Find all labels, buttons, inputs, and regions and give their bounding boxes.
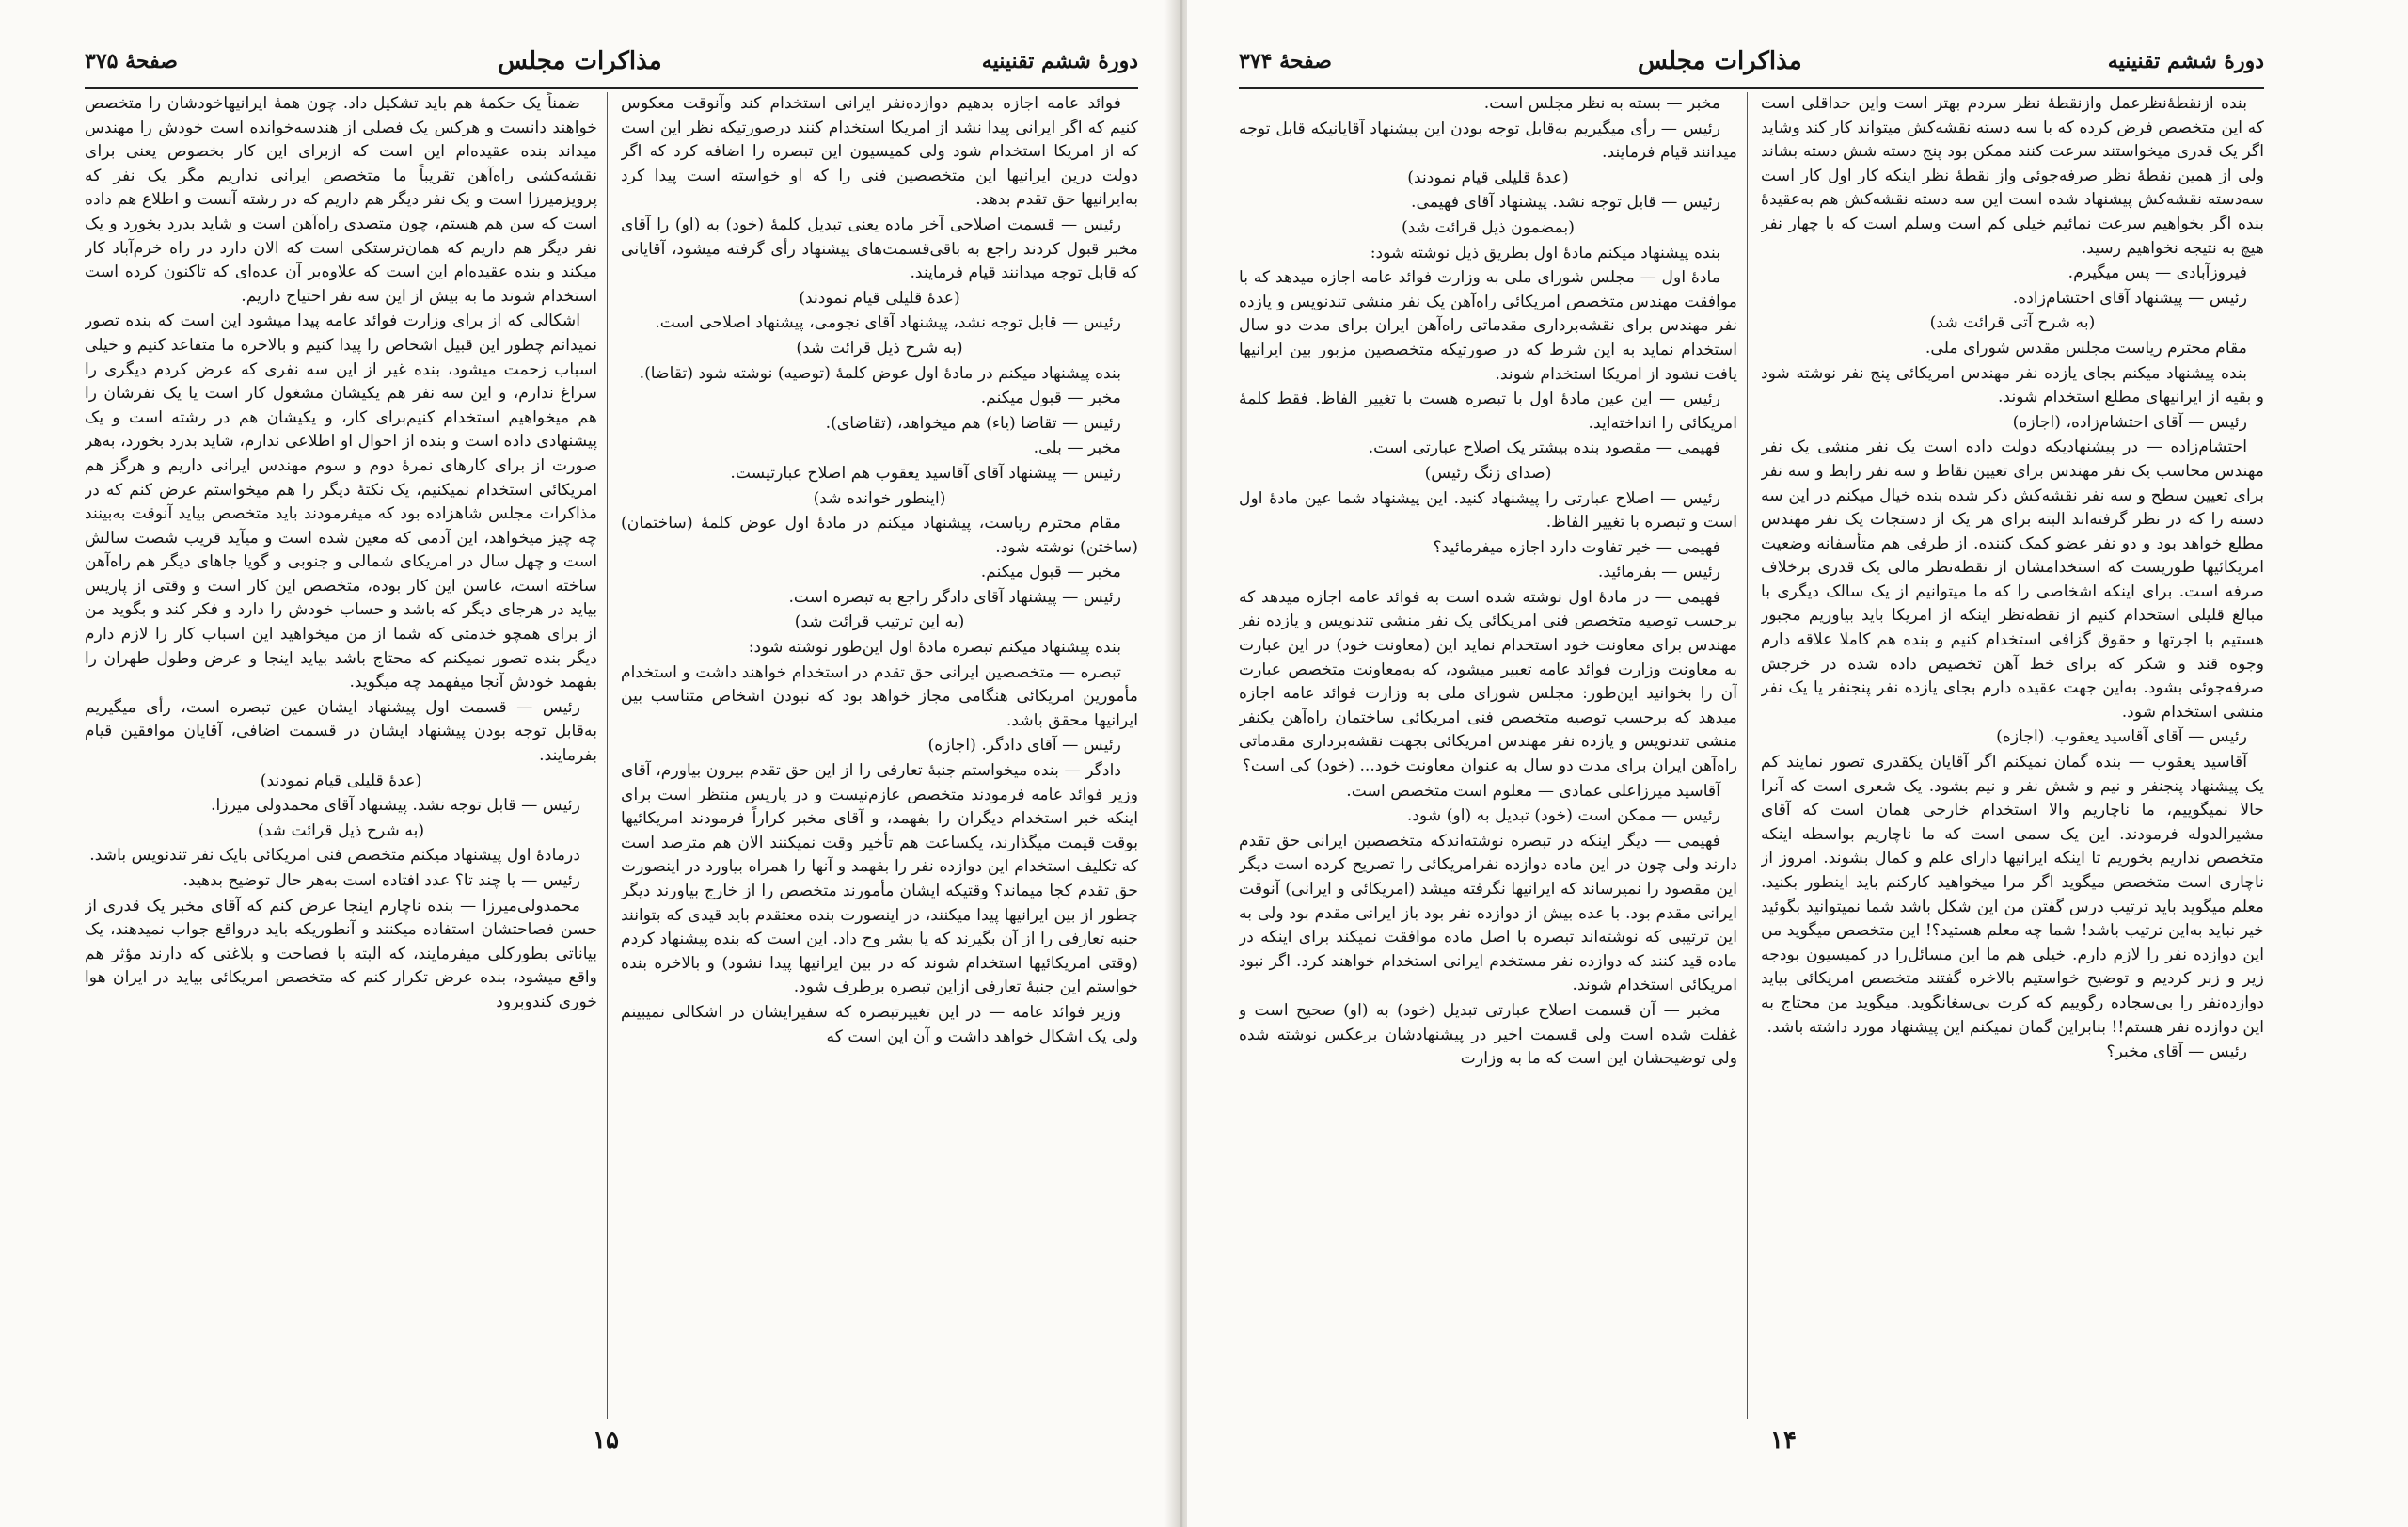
header-rule xyxy=(85,87,1138,89)
paragraph: مخبر — بسته به نظر مجلس است. xyxy=(1483,94,1720,113)
paragraph: فهیمی — مقصود بنده بیشتر یک اصلاح عبارتی است. xyxy=(1368,438,1720,458)
right-page xyxy=(1187,0,2408,1527)
paragraph: رئیس — آقای آقاسید یعقوب. (اجازه) xyxy=(1996,727,2247,747)
paragraph: مخبر — آن قسمت اصلاح عبارتی تبدیل (خود) به (او) صحیح است و غفلت شده است ولی قسمت اخیر در پیشنهادشان برعکس نوشته شده ولی توضیحشان این است که ما به وزارت xyxy=(1239,1000,1737,1069)
paragraph: (بمضمون ذیل قرائت شد) xyxy=(1402,217,1575,237)
header-rule xyxy=(1239,87,2264,89)
paragraph: محمدولی‌میرزا — بنده ناچارم اینجا عرض کنم که آقای مخبر یک قدری از حسن فصاحتشان استفاده میکنند و آنطوریکه باید درواقع جواب نمیدهند، یک بیاناتی بطورکلی میفرمایند، که البته با فصاحت و بلاغتی که دارند مؤثر هم واقع میشود، بنده عرض تکرار کنم که متخصص امریکائی بیاید در ایران هوا خوری کندوبرود xyxy=(85,896,597,1011)
paragraph: دادگر — بنده میخواستم جنبهٔ تعارفی را از این حق تقدم بیرون بیاورم، آقای وزیر فوائد عامه فرمودند متخصص عازم‌نیست و در پاریس منتظر است برای اینکه خبر استخدام دیگران را بفهمد، و آقای مخبر کراراً فرمودند امریکائیها بوقت قیمت میگذارند، یکساعت هم تأخیر وقت نمیکنند الان هم مترصد است که تکلیف استخدام این دوازده نفر را بفهمد و آنها را همراه بیاورد در اینصورت حق تقدم کجا میماند؟ وقتیکه ایشان مأمورند متخصص را از خارج بیاورند دیگر چطور از بین ایرانیها پیدا میکنند، در اینصورت بنده معتقدم باید قیدی که بتوانند جنبه تعارفی را از آن بگیرند که یا بشر وح داد. این است که بنده پیشنهاد کردم (وقتی امریکائیها استخدام شوند که در بین ایرانیها پیدا نشود) و بالاخره بنده خواستم این جنبهٔ تعارفی ازاین تبصره برطرف شود. xyxy=(621,761,1138,997)
paragraph: (عدهٔ قلیلی قیام نمودند) xyxy=(260,771,422,790)
paragraph: رئیس — پیشنهاد آقای آقاسید یعقوب هم اصلاح عبارتیست. xyxy=(730,463,1121,483)
column-divider xyxy=(1747,92,1748,1419)
paragraph: (به این ترتیب قرائت شد) xyxy=(794,612,965,632)
right-page-left-column xyxy=(1239,92,1737,1419)
paragraph: (عدهٔ قلیلی قیام نمودند) xyxy=(799,288,960,308)
paragraph: (به شرح ذیل قرائت شد) xyxy=(257,820,425,840)
page-label: صفحهٔ ۳۷۵ xyxy=(85,49,178,73)
paragraph: (به شرح آتی قرائت شد) xyxy=(1929,313,2096,333)
paragraph: احتشام‌زاده — در پیشنهادیکه دولت داده است یک نفر منشی یک نفر مهندس محاسب یک نفر مهندس برای تعیین نقاط و سه نفر رابط و سه نفر برای تعیین سطح و سه نفر نقشه‌کش ذکر شده بنده خیال میکنم در این سه دسته را که در نظر گرفته‌اند البته برای هر یک از دستجات یک نفر مهندس مطلع خواهد بود و دو نفر عضو کمک کننده. از طرفی هم متأسفانه وضعیت امریکائیها طوریست که استخدامشان از نقطه‌نظر مالی یک قدری برخلاف صرفه است. برای اینکه اشخاصی را که ما میتوانیم از یک سالک دیگری با مبالغ قلیلی استخدام کنیم از نقطه‌نظر اینکه از امریکا باید بیاوریم مجبور هستیم با اجرتها و حقوق گزافی استخدام کنیم و بنده هم کاملا علاقه دارم وجوه قند و شکر که برای خط آهن تخصیص داده شده در خرجش صرفه‌جوئی بشود. به‌این جهت عقیده دارم بجای یازده نفر پنجنفر یا یک نفر منشی استخدام شود. xyxy=(1761,437,2264,722)
right-page-header xyxy=(1239,40,2264,83)
left-page-header xyxy=(85,40,1138,83)
paragraph: رئیس — تقاضا (یاء) هم میخواهد، (تقاضای). xyxy=(825,413,1121,433)
paragraph: (به شرح ذیل قرائت شد) xyxy=(796,338,963,358)
paragraph: رئیس — ممکن است (خود) تبدیل به (او) شود. xyxy=(1406,806,1720,826)
paragraph: رئیس — پیشنهاد آقای دادگر راجع به تبصره است. xyxy=(788,587,1121,607)
column-divider xyxy=(607,92,608,1419)
paragraph: بنده پیشنهاد میکنم در مادهٔ اول عوض کلمهٔ (توصیه) نوشته شود (تقاضا). xyxy=(639,363,1121,383)
paragraph: ضمناً یک حکمهٔ هم باید تشکیل داد. چون همهٔ ایرانیهاخودشان را متخصص خواهند دانست و هرکس یک فصلی از هندسه‌خوانده است خودش را مهندس میداند بنده عقیده‌ام این است که ازبرای این کار بخصوص یعنی برای نقشه‌کشی راه‌آهن تقریباً ما متخصص ایرانی نداریم مگر یک نفر که پرویزمیرزا است و یک نفر دیگر هم داریم که در رشته آنست و اطلاع هم داده است که سن هم هستم، چون متصدی راه‌آهن است و شاید بدرد بخورد و یک نفر دیگر هم داریم که همان‌ترستکی است که الان دارد در راه خرم‌آباد کار میکند و بنده عقیده‌ام این است که علاوه‌بر آن عده‌ای که تاکنون کرده است استخدام شوند ما به بیش از این سه نفر احتیاج داریم. xyxy=(85,94,597,306)
paragraph: بنده ازنقطهٔ‌نظرعمل وازنقطهٔ نظر سردم بهتر است واین حداقلی است که این متخصص فرض کرده که با سه دسته نقشه‌کش میتواند کار کند وشاید اگر یک قدری میخواستند سرعت کنند ممکن بود پنج دسته شش دسته بشاند ولی از همین نقطهٔ نظر صرفه‌جوئی واز نقطهٔ نظر اینکه کار اول کار است سه‌دسته نقشه‌کش پیشنهاد شده است این سه دسته نقشه‌کش هم به‌عقیدهٔ بنده اگر بخواهیم سرعت نمائیم خیلی کم است وسلم است که با چهار نفر هیچ به نتیجه نخواهیم رسید. xyxy=(1761,94,2264,258)
session-label: دورهٔ ششم تقنینیه xyxy=(2107,49,2264,73)
left-page xyxy=(0,0,1178,1527)
paragraph: فهیمی — خیر تفاوت دارد اجازه میفرمائید؟ xyxy=(1433,537,1720,557)
paragraph: رئیس — قسمت اصلاحی آخر ماده یعنی تبدیل کلمهٔ (خود) به (او) را آقای مخبر قبول کردند راجع به باقی‌قسمت‌های پیشنهاد رأی گرفته میشود، آقایانی که قابل توجه میدانند قیام فرمایند. xyxy=(621,215,1138,283)
paragraph: رئیس — یا چند تا؟ عدد افتاده است به‌هر حال توضیح بدهید. xyxy=(182,871,580,890)
right-page-right-column xyxy=(1761,92,2264,1419)
running-title: مذاکرات مجلس xyxy=(1637,47,1802,75)
paragraph: مقام محترم ریاست مجلس مقدس شورای ملی. xyxy=(1925,338,2247,358)
paragraph: رئیس — آقای مخبر؟ xyxy=(2106,1042,2247,1062)
paragraph: رئیس — قابل توجه نشد. پیشنهاد آقای فهیمی. xyxy=(1410,193,1720,213)
paragraph: درمادهٔ اول پیشنهاد میکنم متخصص فنی امریکائی بایک نفر تندنویس باشد. xyxy=(89,846,580,866)
paragraph: رئیس — این عین مادهٔ اول با تبصره هست با تغییر الفاظ. فقط کلمهٔ امریکائی را انداخته‌اید. xyxy=(1239,390,1737,433)
paragraph: وزیر فوائد عامه — در این تغییرتبصره که سفیرایشان در اشکالی نمیبینم ولی یک اشکال خواهد داشت و آن این است که xyxy=(621,1002,1138,1046)
paragraph: مادهٔ اول — مجلس شورای ملی به وزارت فوائد عامه اجازه میدهد که با موافقت مهندس متخصص امریکائی راه‌آهن یک نفر منشی تندنویس و یازده نفر مهندس برای نقشه‌برداری مقدماتی راه‌آهن ایران برای مدت دو سال استخدام نماید به این شرط که در صورتیکه متخصصین مزبور بین ایرانیها یافت نشود از امریکا استخدام شوند. xyxy=(1239,268,1737,384)
paragraph: فیروزآبادی — پس میگیرم. xyxy=(2067,263,2247,283)
paragraph: آقاسید میرزاعلی عمادی — معلوم است متخصص است. xyxy=(1346,781,1720,801)
paragraph: (عدهٔ قلیلی قیام نمودند) xyxy=(1407,167,1569,187)
paragraph: مخبر — قبول میکنم. xyxy=(980,389,1121,408)
paragraph: بنده پیشنهاد میکنم بجای یازده نفر مهندس امریکائی پنج نفر نوشته شود و بقیه از ایرانیهای مطلع استخدام شوند. xyxy=(1761,363,2264,407)
paragraph: تبصره — متخصصین ایرانی حق تقدم در استخدام خواهند داشت و استخدام مأمورین امریکائی هنگامی مجاز خواهد بود که نبودن اشخاص متناسب بین ایرانیها محقق باشد. xyxy=(621,662,1138,730)
paragraph: (اینطور خوانده شد) xyxy=(813,488,946,508)
paragraph: رئیس — رأی میگیریم به‌قابل توجه بودن این پیشنهاد آقایانیکه قابل توجه میدانند قیام فرمایند. xyxy=(1239,119,1737,163)
session-label: دورهٔ ششم تقنینیه xyxy=(981,49,1138,73)
running-title: مذاکرات مجلس xyxy=(497,47,662,75)
left-page-right-column xyxy=(621,92,1138,1419)
paragraph: اشکالی که از برای وزارت فوائد عامه پیدا میشود این است که بنده تصور نمیدانم چطور این قبیل اشخاص را پیدا کنیم و بالاخره ما متفاعد کنیم و خیلی اسباب زحمت میشود، بنده غیر از این سه نفری که عرض کردم دیگری را سراغ ندارم، و این سه نفر هم یکیشان مشغول کار است یا یک نفرشان را هم میخواهیم استخدام کنیم‌برای کار، و یکیشان هم در رشته است و یک پیشنهادی داده است و بنده از احوال او اطلاعی ندارم، شاید بدرد بخورد، به‌هر صورت از برای کارهای نمرهٔ دوم و سوم مهندس ایرانی داریم و هرگز هم امریکائی استخدام نمیکنیم، یک نکتهٔ دیگر را هم میخواستم عرض کنم که در مذاکرات مجلس شاهزاده بود که میفرمودند باید متخصص بیاید آنوقت به‌بینند چه چیز میخواهد، این آدمی که معین شده است و میآید قریب شصت سالش است و چهل سال در امریکای شمالی و جنوبی و گویا جاهای دیگر هم راه‌آهن ساخته است، عاسن این کار بوده، متخصص این کار است و وقتی از پاریس بیاید در هرجای دیگر که باشد و حساب خودش را دارد و فکر کند و بگوید من از برای همچو خدمتی که شما از من میخواهید این اسباب کار را لازم دارم دیگر بنده تصور نمیکنم که محتاج باشد بیاید اینجا و عرض وطول طهران را بفهمد خودش آنجا میفهمد چه میگوید. xyxy=(85,311,597,692)
paragraph: بنده پیشنهاد میکنم مادهٔ اول بطریق ذیل نوشته شود: xyxy=(1370,243,1720,262)
paragraph: رئیس — قابل توجه نشد. پیشنهاد آقای محمدولی میرزا. xyxy=(211,796,580,816)
page-label: صفحهٔ ۳۷۴ xyxy=(1239,49,1332,73)
paragraph: فهیمی — دیگر اینکه در تبصره نوشته‌اندکه متخصصین ایرانی حق تقدم دارند ولی چون در این ماده دوازده نفرامریکائی را تصریح کرده است دیگر این مقصود را نمیرساند که ایرانیها نگرفته میشد (امریکائی و ایرانی) آنوقت ایرانی مقدم بود. با عده بیش از دوازده نفر بود باز ایرانی مقدم بود ولی به این ترتیبی که نوشته‌اند تبصره با اصل ماده موافقت نمیکند برای اینکه در ماده قید کنند که دوازده نفر مستخدم ایرانی استخدام خواهند کرد. اگر نبود امریکائی استخدام شوند. xyxy=(1239,831,1737,995)
paragraph: رئیس — اصلاح عبارتی را پیشنهاد کنید. این پیشنهاد شما عین مادهٔ اول است و تبصره با تغییر الفاظ. xyxy=(1239,488,1737,533)
paragraph: بنده پیشنهاد میکنم تبصره مادهٔ اول این‌طور نوشته شود: xyxy=(748,638,1121,658)
paragraph: رئیس — قابل توجه نشد، پیشنهاد آقای نجومی، پیشنهاد اصلاحی است. xyxy=(655,313,1121,333)
paragraph: فهیمی — در مادهٔ اول نوشته شده است به فوائد عامه اجازه میدهد که برحسب توصیه متخصص فنی امریکائی یک نفر منشی تندنویس و یازده نفر مهندس برای معاونت خود استخدام نماید این (معاونت خود) در این عبارت به معاونت وزارت فوائد عامه تعبیر میشود، که به‌معاونت متخصص عبارت آن را بخوانید این‌طور: مجلس شورای ملی به وزارت فوائد عامه اجازه میدهد که برحسب توصیه متخصص فنی امریکائی ساختمان راه‌آهن یکنفر منشی تندنویس و یازده نفر مهندس امریکائی بجهت نقشه‌برداری مقدماتی راه‌آهن ایران برای مدت دو سال به عنوان معاونت خود... (خود) کی است؟ xyxy=(1239,587,1737,776)
paragraph: رئیس — بفرمائید. xyxy=(1597,563,1720,582)
paragraph: مخبر — بلی. xyxy=(1033,438,1121,458)
paragraph: رئیس — قسمت اول پیشنهاد ایشان عین تبصره است، رأی میگیریم به‌قابل توجه بودن پیشنهاد ایشان در قسمت اضافی، آقایان موافقین قیام بفرمایند. xyxy=(85,697,597,766)
paragraph: رئیس — آقای دادگر. (اجازه) xyxy=(927,736,1121,756)
paragraph: آقاسید یعقوب — بنده گمان نمیکنم اگر آقایان یکقدری تصور نمایند کم یک پیشنهاد پنجنفر و نیم و شش نفر و نیم بشود. یک شعری است که آنرا حالا نمیگوییم، ما ناچاریم والا استخدام خارجی همان است که آقای مشیرالدوله فرمودند. این یک سمی است که ما ناچاریم بواسطه اینکه متخصص نداریم بخوریم تا اینکه ایرانیها دارای علم و کمال بشوند. امروز از ناچاری است متخصص میگوید اگر مرا میخواهید کارکنم باید اینطور بکنید. معلم میگوید باید ترتیب درس گفتن من این شکل باشد شما نمیتوانید بگوئید خیر نباید به‌این ترتیب باشد! شما چه معلم هستید؟! این متخصص میگوید من این دوازده نفر را لازم دارم. خیلی هم ما این مسائل‌را در کمیسیون بودجه زیر و زبر کردیم و توضیح خواستیم بالاخره گفتند متخصص امریکائی بیاید دوازده‌نفر را بی‌سجاده رگوییم که کرت بی‌سغانگوید. میگوید من محتاج به این دوازده نفر هستم!! بنابراین گمان نمیکنم این پیشنهاد مورد داشته باشد. xyxy=(1761,753,2264,1037)
paragraph: رئیس — آقای احتشام‌زاده، (اجازه) xyxy=(2012,412,2247,432)
paragraph: رئیس — پیشنهاد آقای احتشام‌زاده. xyxy=(2012,288,2247,308)
left-page-left-column xyxy=(85,92,597,1419)
folio-number: ۱۵ xyxy=(593,1426,619,1455)
paragraph: مخبر — قبول میکنم. xyxy=(980,563,1121,582)
paragraph: فوائد عامه اجازه بدهیم دوازده‌نفر ایرانی استخدام کند وآنوقت معکوس کنیم که اگر ایرانی پیدا نشد از امریکا استخدام کنند درصورتیکه نظر این است که از امریکا استخدام شود ولی کمیسیون این تبصره را اضافه کرد که اگر دولت درین ایرانیها این متخصصین فنی را که او خواسته است پیدا کرد به‌ایرانیها حق تقدم بدهد. xyxy=(621,94,1138,210)
folio-number: ۱۴ xyxy=(1770,1426,1797,1455)
paragraph: مقام محترم ریاست، پیشنهاد میکنم در مادهٔ اول عوض کلمهٔ (ساختمان) (ساختن) نوشته شود. xyxy=(621,514,1138,557)
paragraph: (صدای زنگ رئیس) xyxy=(1424,463,1552,483)
